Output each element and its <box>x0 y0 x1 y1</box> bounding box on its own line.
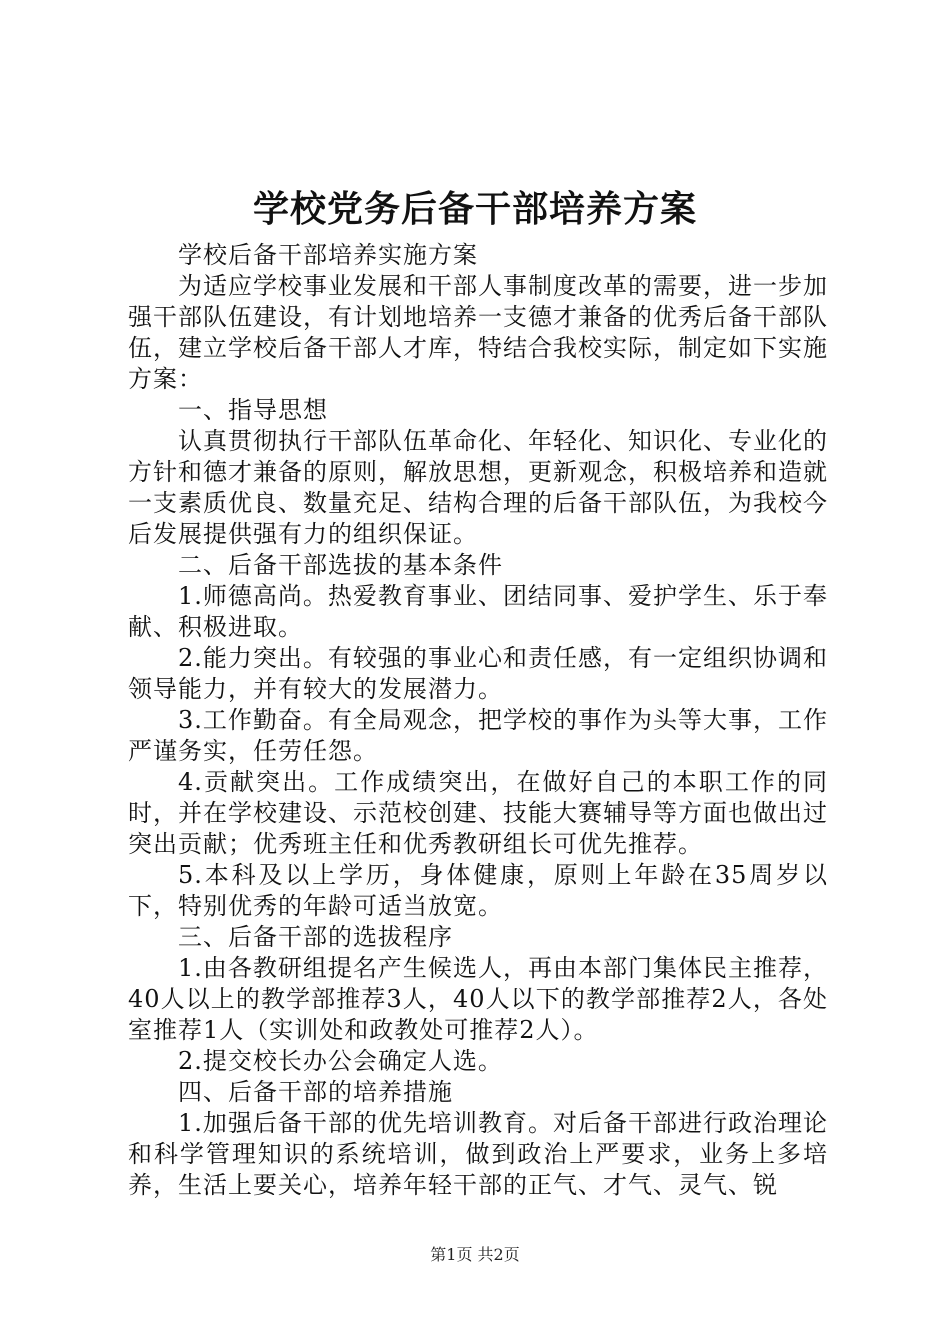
list-item: 2.提交校长办公会确定人选。 <box>178 1047 503 1075</box>
section-heading: 一、指导思想 <box>178 396 328 424</box>
section-heading: 二、后备干部选拔的基本条件 <box>178 551 503 579</box>
subtitle-paragraph: 学校后备干部培养实施方案 <box>178 241 478 269</box>
list-item: 1.加强后备干部的优先培训教育。对后备干部进行政治理论和科学管理知识的系统培训，做到政治上严要求，业务上多培养，生活上要关心，培养年轻干部的正气、才气、灵气、锐 <box>128 1109 828 1199</box>
intro-paragraph: 为适应学校事业发展和干部人事制度改革的需要，进一步加强干部队伍建设，有计划地培养一支德才兼备的优秀后备干部队伍，建立学校后备干部人才库，特结合我校实际，制定如下实施方案： <box>128 272 828 393</box>
section-heading: 三、后备干部的选拔程序 <box>178 923 453 951</box>
document-title: 学校党务后备干部培养方案 <box>252 188 697 230</box>
list-item: 1.师德高尚。热爱教育事业、团结同事、爱护学生、乐于奉献、积极进取。 <box>128 582 828 641</box>
list-item: 3.工作勤奋。有全局观念，把学校的事作为头等大事，工作严谨务实，任劳任怨。 <box>128 706 828 765</box>
page-number-footer: 第1页 共2页 <box>430 1245 520 1264</box>
list-item: 5.本科及以上学历，身体健康，原则上年龄在35周岁以下，特别优秀的年龄可适当放宽。 <box>128 861 828 920</box>
list-item: 2.能力突出。有较强的事业心和责任感，有一定组织协调和领导能力，并有较大的发展潜力。 <box>128 644 828 703</box>
list-item: 1.由各教研组提名产生候选人，再由本部门集体民主推荐，40人以上的教学部推荐3人，40人以下的教学部推荐2人，各处室推荐1人（实训处和政教处可推荐2人）。 <box>128 954 828 1044</box>
list-item: 4.贡献突出。工作成绩突出，在做好自己的本职工作的同时，并在学校建设、示范校创建、技能大赛辅导等方面也做出过突出贡献；优秀班主任和优秀教研组长可优先推荐。 <box>128 768 828 858</box>
section-heading: 四、后备干部的培养措施 <box>178 1078 453 1106</box>
body-paragraph: 认真贯彻执行干部队伍革命化、年轻化、知识化、专业化的方针和德才兼备的原则，解放思想，更新观念，积极培养和造就一支素质优良、数量充足、结构合理的后备干部队伍，为我校今后发展提供强有力的组织保证。 <box>128 427 828 548</box>
document-body <box>128 240 828 1201</box>
